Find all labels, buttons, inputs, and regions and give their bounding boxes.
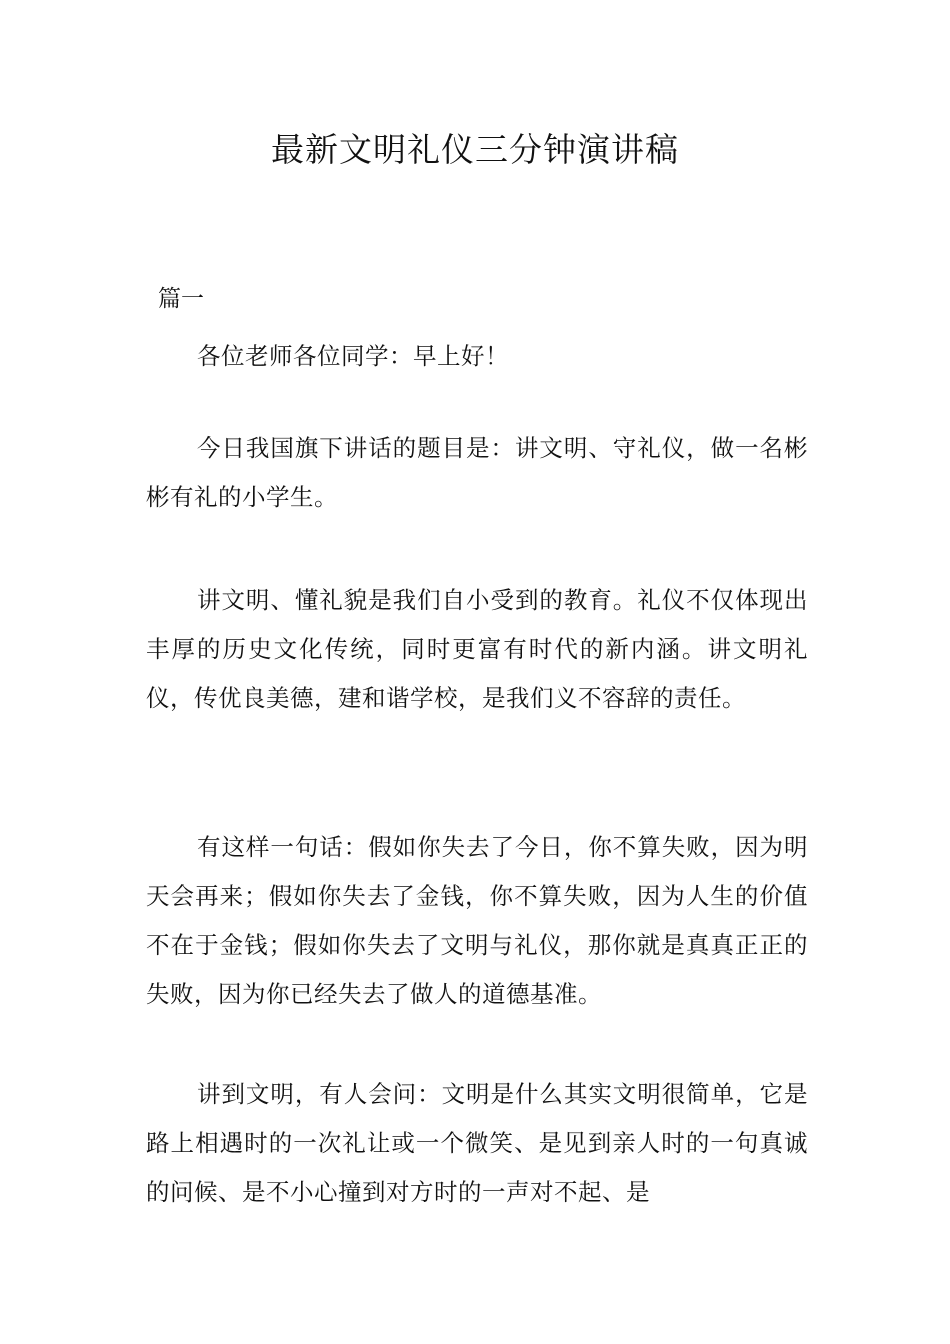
paragraph-education: 讲文明、懂礼貌是我们自小受到的教育。礼仪不仅体现出丰厚的历史文化传统，同时更富有时代的新内涵。讲文明礼仪，传优良美德，建和谐学校，是我们义不容辞的责任。 — [146, 586, 808, 712]
paragraph-topic: 今日我国旗下讲话的题目是：讲文明、守礼仪，做一名彬彬有礼的小学生。 — [146, 434, 808, 511]
document-title: 最新文明礼仪三分钟演讲稿 — [271, 130, 679, 169]
paragraph-greeting: 各位老师各位同学：早上好！ — [197, 342, 509, 370]
paragraph-civility: 讲到文明，有人会问：文明是什么其实文明很简单，它是路上相遇时的一次礼让或一个微笑、是见到亲人时的一句真诚的问候、是不小心撞到对方时的一声对不起、是 — [146, 1080, 808, 1206]
paragraph-quote: 有这样一句话：假如你失去了今日，你不算失败，因为明天会再来；假如你失去了金钱，你不算失败，因为人生的价值不在于金钱；假如你失去了文明与礼仪，那你就是真真正正的失败，因为你已经失去了做人的道德基准。 — [146, 833, 808, 1008]
section-label: 篇一 — [158, 286, 204, 312]
